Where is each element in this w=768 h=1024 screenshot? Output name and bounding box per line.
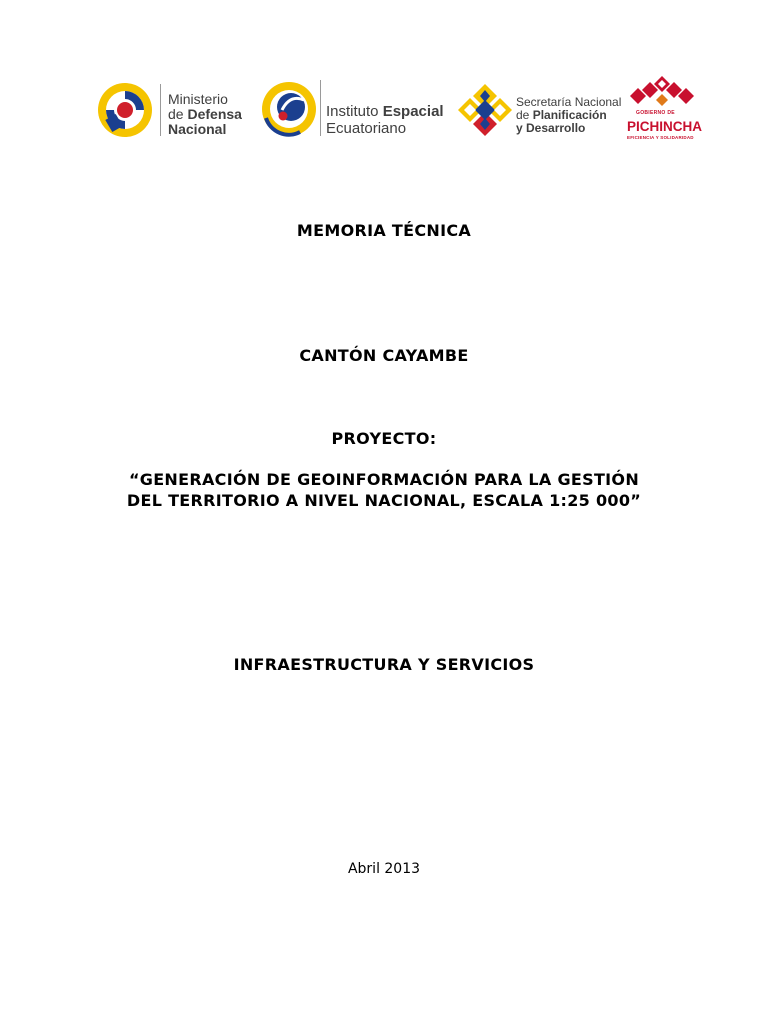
senplades-line3: y Desarrollo (516, 121, 586, 135)
instituto-emblem-icon (260, 80, 318, 138)
senplades-line1: Secretaría Nacional (516, 95, 622, 109)
instituto-line1-bold: Espacial (382, 103, 444, 120)
pichincha-logo (624, 74, 710, 146)
logo-divider (320, 80, 321, 136)
instituto-line2: Ecuatoriano (326, 120, 407, 137)
senplades-line2-bold: Planificación (532, 108, 607, 122)
senplades-logo (456, 74, 626, 146)
project-title-line2: DEL TERRITORIO A NIVEL NACIONAL, ESCALA 1:25 000” (126, 491, 642, 510)
logo-divider (160, 84, 161, 136)
pichincha-top-label: GOBIERNO DE (636, 110, 675, 116)
ministerio-line2-bold: Defensa (187, 106, 242, 122)
section-title: INFRAESTRUCTURA Y SERVICIOS (233, 655, 535, 674)
ministerio-line1: Ministerio (168, 91, 228, 107)
document-title: MEMORIA TÉCNICA (296, 221, 472, 240)
logo-header (90, 74, 710, 146)
instituto-espacial-logo (260, 74, 446, 146)
instituto-line1 (326, 104, 444, 120)
project-label: PROYECTO: (331, 429, 437, 448)
canton-name: CANTÓN CAYAMBE (299, 346, 469, 365)
ministerio-line2 (168, 107, 242, 121)
senplades-line2-prefix: de (516, 108, 533, 122)
pichincha-tagline: EFICIENCIA Y SOLIDARIDAD (627, 135, 694, 140)
ministerio-defensa-logo (94, 74, 254, 146)
ministerio-line2-prefix: de (168, 106, 188, 122)
ministerio-line3: Nacional (168, 121, 227, 137)
senplades-emblem-icon (456, 82, 514, 138)
pichincha-name: PICHINCHA (627, 119, 703, 134)
document-date: Abril 2013 (347, 861, 421, 877)
project-title-line1: “GENERACIÓN DE GEOINFORMACIÓN PARA LA GESTIÓN (128, 470, 640, 489)
ministerio-emblem-icon (94, 80, 156, 140)
pichincha-emblem-icon (630, 74, 694, 110)
instituto-line1-regular: Instituto (326, 103, 383, 120)
